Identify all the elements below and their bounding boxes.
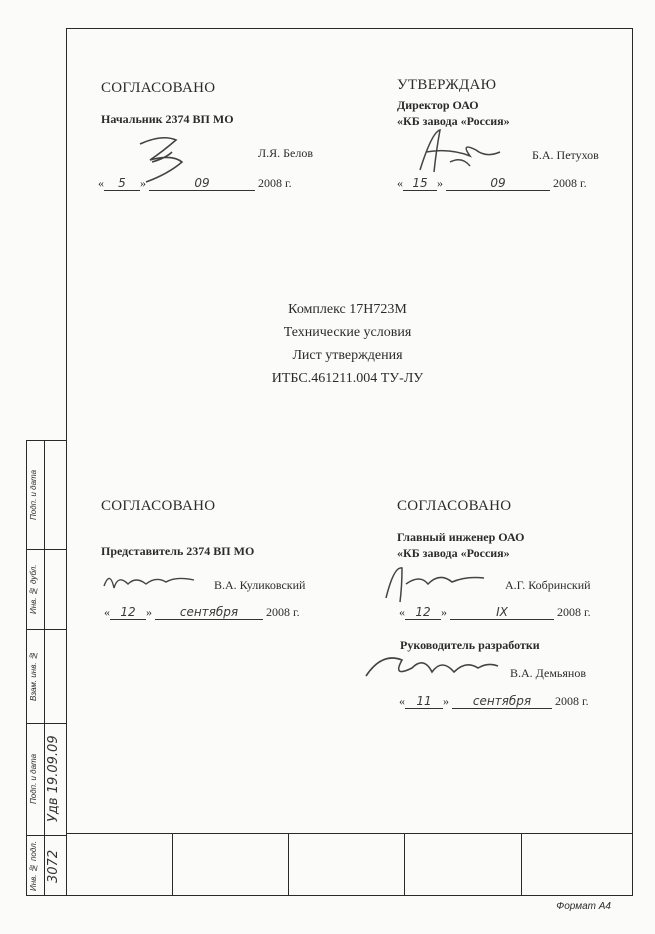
top-left-year: 2008 г. (258, 176, 292, 190)
dev-lead-month: сентября (452, 694, 552, 709)
mid-left-year: 2008 г. (266, 605, 300, 619)
mid-right-position-2: «КБ завода «Россия» (397, 546, 510, 560)
title-line-1: Комплекс 17Н723М (288, 302, 407, 317)
mid-right-month: IX (450, 605, 554, 620)
top-left-day: 5 (104, 176, 140, 191)
stamp-value-orig-inv: 3072 (46, 849, 61, 883)
title-line-2: Технические условия (283, 325, 412, 340)
top-right-day: 15 (403, 176, 437, 191)
dev-lead-date: « 11 » сентября 2008 г. (399, 694, 589, 708)
stamp-column (26, 440, 66, 896)
signature-petukhov (410, 122, 510, 182)
dev-lead-year: 2008 г. (555, 694, 589, 708)
stamp-label-orig-inv: Инв. № подл. (29, 841, 38, 891)
mid-left-heading: СОГЛАСОВАНО (101, 498, 216, 514)
mid-left-position: Представитель 2374 ВП МО (101, 544, 255, 558)
signature-demyanov (362, 650, 502, 686)
top-right-name: Б.А. Петухов (532, 148, 599, 162)
dev-lead-name: В.А. Демьянов (510, 666, 587, 680)
signature-kulikovsky (100, 566, 200, 596)
title-line-3: Лист утверждения (292, 348, 403, 363)
mid-left-date: « 12 » сентября 2008 г. (104, 605, 300, 619)
top-right-heading: УТВЕРЖДАЮ (397, 77, 497, 93)
top-right-date: « 15 » 09 2008 г. (397, 176, 587, 190)
mid-right-position-1: Главный инженер ОАО (397, 530, 525, 544)
format-label: Формат А4 (556, 901, 611, 912)
signature-kobrinsky (380, 562, 490, 606)
dev-lead-position: Руководитель разработки (400, 638, 540, 652)
stamp-label-repl-inv: Взам. инв. № (29, 651, 38, 701)
stamp-label-sign-date-1: Подп. и дата (29, 469, 38, 521)
top-left-heading: СОГЛАСОВАНО (101, 80, 216, 96)
mid-left-month: сентября (155, 605, 263, 620)
mid-left-name: В.А. Куликовский (214, 578, 306, 592)
top-right-position-1: Директор ОАО (397, 98, 479, 112)
mid-right-year: 2008 г. (557, 605, 591, 619)
title-line-4: ИТБС.461211.004 ТУ-ЛУ (271, 371, 424, 386)
mid-right-name: А.Г. Кобринский (505, 578, 591, 592)
top-left-date: « 5 » 09 2008 г. (98, 176, 292, 190)
dev-lead-day: 11 (405, 694, 443, 709)
stamp-label-sign-date-2: Подп. и дата (29, 753, 38, 805)
stamp-value-sign-date-2: Удв 19.09.09 (46, 735, 61, 823)
mid-right-day: 12 (405, 605, 441, 620)
stamp-label-dup-inv: Инв. № дубл. (29, 564, 38, 614)
mid-right-date: « 12 » IX 2008 г. (399, 605, 591, 619)
top-right-year: 2008 г. (553, 176, 587, 190)
mid-left-day: 12 (110, 605, 146, 620)
top-left-position: Начальник 2374 ВП МО (101, 112, 234, 126)
top-right-position-2: «КБ завода «Россия» (397, 114, 510, 128)
footer-table (66, 833, 633, 896)
top-left-name: Л.Я. Белов (258, 146, 314, 160)
top-left-month: 09 (149, 176, 255, 191)
top-right-month: 09 (446, 176, 550, 191)
mid-right-heading: СОГЛАСОВАНО (397, 498, 512, 514)
